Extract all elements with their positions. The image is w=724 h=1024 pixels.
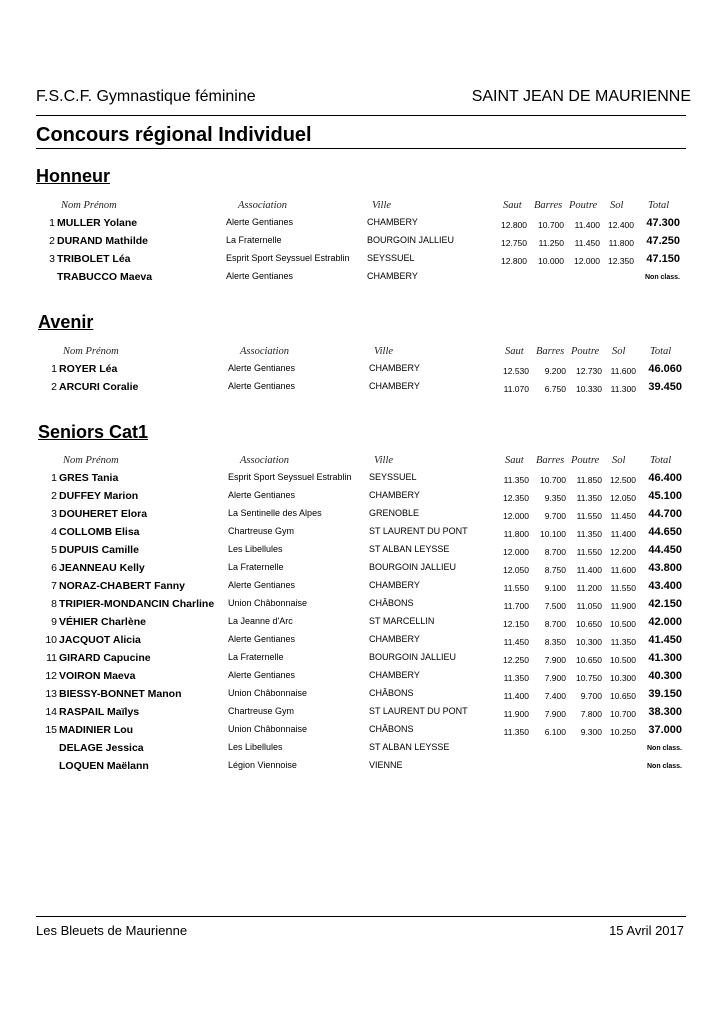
- name-cell: DOUHERET Elora: [59, 508, 148, 520]
- column-header-ville: Ville: [372, 200, 392, 211]
- saut-cell: 11.550: [503, 583, 529, 593]
- barres-cell: 6.750: [544, 384, 566, 394]
- column-header-total: Total: [650, 346, 672, 357]
- column-header-barres: Barres: [536, 346, 565, 357]
- poutre-cell: 10.750: [576, 673, 602, 683]
- saut-cell: 11.400: [503, 691, 529, 701]
- association-cell: La Fraternelle: [228, 562, 284, 572]
- total-cell: 47.250: [646, 235, 680, 247]
- name-cell: NORAZ-CHABERT Fanny: [59, 580, 185, 592]
- rank-cell: 1: [49, 217, 55, 229]
- barres-cell: 8.350: [544, 637, 566, 647]
- sol-cell: 11.350: [610, 637, 636, 647]
- barres-cell: 7.900: [544, 655, 566, 665]
- name-cell: GRES Tania: [59, 472, 119, 484]
- sol-cell: 10.250: [610, 727, 636, 737]
- association-cell: La Jeanne d'Arc: [228, 616, 293, 626]
- total-cell: 40.300: [648, 670, 682, 682]
- sol-cell: 11.300: [610, 384, 636, 394]
- barres-cell: 8.700: [544, 547, 566, 557]
- ville-cell: CHAMBERY: [369, 670, 420, 680]
- saut-cell: 11.700: [503, 601, 529, 611]
- ville-cell: CHÂBONS: [369, 724, 414, 734]
- sol-cell: 11.550: [610, 583, 636, 593]
- table-row: [0, 560, 724, 578]
- poutre-cell: 11.850: [576, 475, 602, 485]
- rank-cell: 3: [49, 253, 55, 265]
- column-header-poutre: Poutre: [571, 455, 600, 466]
- total-cell: 38.300: [648, 706, 682, 718]
- ville-cell: GRENOBLE: [369, 508, 420, 518]
- column-header-barres: Barres: [536, 455, 565, 466]
- poutre-cell: 11.550: [576, 547, 602, 557]
- footer-club: Les Bleuets de Maurienne: [36, 923, 188, 938]
- ville-cell: SEYSSUEL: [369, 472, 417, 482]
- poutre-cell: 10.650: [576, 619, 602, 629]
- barres-cell: 7.900: [544, 709, 566, 719]
- ville-cell: CHAMBERY: [369, 490, 420, 500]
- sol-cell: 11.900: [610, 601, 636, 611]
- total-cell: 45.100: [648, 490, 682, 502]
- barres-cell: 7.500: [544, 601, 566, 611]
- total-cell: 37.000: [648, 724, 682, 736]
- saut-cell: 11.350: [503, 673, 529, 683]
- sol-cell: 10.300: [610, 673, 636, 683]
- name-cell: MULLER Yolane: [57, 217, 138, 229]
- rank-cell: 6: [51, 562, 57, 574]
- ville-cell: CHAMBERY: [367, 217, 418, 227]
- ville-cell: CHAMBERY: [369, 580, 420, 590]
- name-cell: VÉHIER Charlène: [59, 616, 146, 628]
- rank-cell: 7: [51, 580, 57, 592]
- saut-cell: 12.750: [501, 238, 527, 248]
- association-cell: Alerte Gentianes: [226, 217, 294, 227]
- ville-cell: CHAMBERY: [369, 363, 420, 373]
- barres-cell: 10.700: [538, 220, 564, 230]
- saut-cell: 12.050: [503, 565, 529, 575]
- column-header-poutre: Poutre: [569, 200, 598, 211]
- rank-cell: 14: [45, 706, 57, 718]
- sol-cell: 12.400: [608, 220, 634, 230]
- table-row: [0, 740, 724, 758]
- rank-cell: 4: [51, 526, 57, 538]
- section-title: Avenir: [38, 312, 94, 332]
- table-row: [0, 632, 724, 650]
- table-row: [0, 704, 724, 722]
- name-cell: TRABUCCO Maeva: [57, 271, 153, 283]
- association-cell: Alerte Gentianes: [226, 271, 294, 281]
- name-cell: DELAGE Jessica: [59, 742, 144, 754]
- title-rule: [36, 148, 686, 149]
- column-header-sol: Sol: [612, 455, 626, 466]
- saut-cell: 11.450: [503, 637, 529, 647]
- column-header-name: Nom Prénom: [61, 200, 117, 211]
- table-row: [0, 596, 724, 614]
- total-cell: 44.650: [648, 526, 682, 538]
- column-header-association: Association: [240, 455, 289, 466]
- sol-cell: 11.600: [610, 366, 636, 376]
- association-cell: Union Châbonnaise: [228, 598, 308, 608]
- poutre-cell: 11.200: [576, 583, 602, 593]
- table-row: [0, 758, 724, 776]
- saut-cell: 11.350: [503, 475, 529, 485]
- sol-cell: 10.650: [610, 691, 636, 701]
- column-header-ville: Ville: [374, 455, 394, 466]
- saut-cell: 12.350: [503, 493, 529, 503]
- column-header-total: Total: [650, 455, 672, 466]
- barres-cell: 7.900: [544, 673, 566, 683]
- association-cell: Alerte Gentianes: [228, 580, 296, 590]
- federation-label: F.S.C.F. Gymnastique féminine: [36, 88, 256, 105]
- sol-cell: 12.500: [610, 475, 636, 485]
- total-cell: 41.450: [648, 634, 682, 646]
- total-cell: 47.300: [646, 217, 680, 229]
- poutre-cell: 11.550: [576, 511, 602, 521]
- name-cell: ARCURI Coralie: [59, 381, 139, 393]
- rank-cell: 2: [49, 235, 55, 247]
- column-header-saut: Saut: [505, 455, 524, 466]
- sol-cell: 10.500: [610, 619, 636, 629]
- rank-cell: 12: [45, 670, 57, 682]
- column-header-ville: Ville: [374, 346, 394, 357]
- rank-cell: 3: [51, 508, 57, 520]
- column-header-association: Association: [240, 346, 289, 357]
- poutre-cell: 7.800: [580, 709, 602, 719]
- poutre-cell: 10.650: [576, 655, 602, 665]
- barres-cell: 9.100: [544, 583, 566, 593]
- ville-cell: ST ALBAN LEYSSE: [369, 742, 450, 752]
- column-header-association: Association: [238, 200, 287, 211]
- poutre-cell: 9.700: [580, 691, 602, 701]
- column-header-saut: Saut: [503, 200, 522, 211]
- saut-cell: 11.350: [503, 727, 529, 737]
- column-header-total: Total: [648, 200, 670, 211]
- total-cell: 42.000: [648, 616, 682, 628]
- name-cell: RASPAIL Maïlys: [59, 706, 140, 718]
- name-cell: MADINIER Lou: [59, 724, 134, 736]
- saut-cell: 12.000: [503, 547, 529, 557]
- association-cell: Chartreuse Gym: [228, 706, 295, 716]
- section-title: Honneur: [36, 166, 110, 186]
- association-cell: La Fraternelle: [228, 652, 284, 662]
- ville-cell: BOURGOIN JALLIEU: [369, 652, 457, 662]
- column-header-sol: Sol: [612, 346, 626, 357]
- ville-cell: SEYSSUEL: [367, 253, 415, 263]
- total-cell: 41.300: [648, 652, 682, 664]
- rank-cell: 1: [51, 363, 57, 375]
- ville-cell: BOURGOIN JALLIEU: [367, 235, 455, 245]
- association-cell: Alerte Gentianes: [228, 363, 296, 373]
- rank-cell: 2: [51, 490, 57, 502]
- name-cell: DUPUIS Camille: [59, 544, 139, 556]
- rank-cell: 8: [51, 598, 57, 610]
- table-row: [0, 686, 724, 704]
- table-row: [0, 379, 724, 397]
- association-cell: Alerte Gentianes: [228, 670, 296, 680]
- ville-cell: CHAMBERY: [369, 634, 420, 644]
- poutre-cell: 10.330: [576, 384, 602, 394]
- column-header-sol: Sol: [610, 200, 624, 211]
- poutre-cell: 11.450: [574, 238, 600, 248]
- rank-cell: 1: [51, 472, 57, 484]
- saut-cell: 12.000: [503, 511, 529, 521]
- association-cell: Alerte Gentianes: [228, 490, 296, 500]
- saut-cell: 11.070: [503, 384, 529, 394]
- poutre-cell: 10.300: [576, 637, 602, 647]
- table-row: [0, 614, 724, 632]
- sol-cell: 11.800: [608, 238, 634, 248]
- sol-cell: 12.350: [608, 256, 634, 266]
- total-cell: 46.400: [648, 472, 682, 484]
- ville-cell: CHÂBONS: [369, 688, 414, 698]
- barres-cell: 6.100: [544, 727, 566, 737]
- name-cell: TRIBOLET Léa: [57, 253, 131, 265]
- sol-cell: 12.050: [610, 493, 636, 503]
- header-rule: [36, 115, 686, 116]
- association-cell: Les Libellules: [228, 742, 283, 752]
- table-row: [0, 524, 724, 542]
- barres-cell: 7.400: [544, 691, 566, 701]
- sol-cell: 11.600: [610, 565, 636, 575]
- association-cell: Union Châbonnaise: [228, 724, 308, 734]
- ville-cell: ST LAURENT DU PONT: [369, 706, 468, 716]
- non-classe-label: Non class.: [644, 274, 680, 281]
- sol-cell: 10.500: [610, 655, 636, 665]
- sol-cell: 10.700: [610, 709, 636, 719]
- total-cell: 43.800: [648, 562, 682, 574]
- name-cell: ROYER Léa: [59, 363, 118, 375]
- footer-date: 15 Avril 2017: [609, 923, 684, 938]
- ville-cell: CHAMBERY: [369, 381, 420, 391]
- table-row: [0, 488, 724, 506]
- rank-cell: 5: [51, 544, 57, 556]
- name-cell: JACQUOT Alicia: [59, 634, 141, 646]
- table-row: [0, 361, 724, 379]
- sol-cell: 12.200: [610, 547, 636, 557]
- association-cell: Alerte Gentianes: [228, 634, 296, 644]
- rank-cell: 2: [51, 381, 57, 393]
- table-row: [0, 470, 724, 488]
- table-row: [0, 722, 724, 740]
- name-cell: TRIPIER-MONDANCIN Charline: [59, 598, 215, 610]
- saut-cell: 12.150: [503, 619, 529, 629]
- association-cell: Alerte Gentianes: [228, 381, 296, 391]
- non-classe-label: Non class.: [646, 763, 682, 770]
- name-cell: BIESSY-BONNET Manon: [59, 688, 182, 700]
- poutre-cell: 12.730: [576, 366, 602, 376]
- ville-cell: ST MARCELLIN: [369, 616, 435, 626]
- table-row: [0, 215, 724, 233]
- saut-cell: 11.900: [503, 709, 529, 719]
- barres-cell: 9.200: [544, 366, 566, 376]
- column-header-poutre: Poutre: [571, 346, 600, 357]
- name-cell: DURAND Mathilde: [57, 235, 148, 247]
- association-cell: Chartreuse Gym: [228, 526, 295, 536]
- saut-cell: 12.800: [501, 256, 527, 266]
- saut-cell: 12.530: [503, 366, 529, 376]
- name-cell: DUFFEY Marion: [59, 490, 139, 502]
- total-cell: 39.450: [648, 381, 682, 393]
- name-cell: LOQUEN Maëlann: [59, 760, 149, 772]
- table-row: [0, 269, 724, 287]
- table-row: [0, 542, 724, 560]
- rank-cell: 13: [45, 688, 57, 700]
- rank-cell: 9: [51, 616, 57, 628]
- table-row: [0, 668, 724, 686]
- total-cell: 43.400: [648, 580, 682, 592]
- sol-cell: 11.450: [610, 511, 636, 521]
- name-cell: VOIRON Maeva: [59, 670, 136, 682]
- footer-rule: [36, 916, 686, 917]
- column-header-name: Nom Prénom: [63, 346, 119, 357]
- document-title: Concours régional Individuel: [36, 124, 312, 146]
- column-header-saut: Saut: [505, 346, 524, 357]
- ville-cell: CHAMBERY: [367, 271, 418, 281]
- barres-cell: 8.700: [544, 619, 566, 629]
- total-cell: 44.700: [648, 508, 682, 520]
- poutre-cell: 9.300: [580, 727, 602, 737]
- total-cell: 47.150: [646, 253, 680, 265]
- non-classe-label: Non class.: [646, 745, 682, 752]
- rank-cell: 10: [45, 634, 57, 646]
- total-cell: 42.150: [648, 598, 682, 610]
- association-cell: Union Châbonnaise: [228, 688, 308, 698]
- ville-cell: ST LAURENT DU PONT: [369, 526, 468, 536]
- ville-cell: VIENNE: [369, 760, 403, 770]
- table-row: [0, 578, 724, 596]
- table-row: [0, 650, 724, 668]
- barres-cell: 10.100: [540, 529, 566, 539]
- location-label: SAINT JEAN DE MAURIENNE: [471, 88, 691, 105]
- ville-cell: ST ALBAN LEYSSE: [369, 544, 450, 554]
- name-cell: GIRARD Capucine: [59, 652, 151, 664]
- barres-cell: 9.350: [544, 493, 566, 503]
- association-cell: La Sentinelle des Alpes: [228, 508, 322, 518]
- table-row: [0, 233, 724, 251]
- barres-cell: 9.700: [544, 511, 566, 521]
- ville-cell: CHÂBONS: [369, 598, 414, 608]
- section-title: Seniors Cat1: [38, 422, 149, 442]
- poutre-cell: 11.350: [576, 529, 602, 539]
- association-cell: Esprit Sport Seyssuel Estrablin: [226, 253, 350, 263]
- poutre-cell: 11.400: [576, 565, 602, 575]
- table-row: [0, 506, 724, 524]
- poutre-cell: 11.050: [576, 601, 602, 611]
- rank-cell: 11: [46, 652, 57, 664]
- saut-cell: 11.800: [503, 529, 529, 539]
- association-cell: La Fraternelle: [226, 235, 282, 245]
- sol-cell: 11.400: [610, 529, 636, 539]
- total-cell: 46.060: [648, 363, 682, 375]
- poutre-cell: 11.350: [576, 493, 602, 503]
- association-cell: Les Libellules: [228, 544, 283, 554]
- column-header-name: Nom Prénom: [63, 455, 119, 466]
- saut-cell: 12.800: [501, 220, 527, 230]
- association-cell: Esprit Sport Seyssuel Estrablin: [228, 472, 352, 482]
- table-row: [0, 251, 724, 269]
- ville-cell: BOURGOIN JALLIEU: [369, 562, 457, 572]
- barres-cell: 10.700: [540, 475, 566, 485]
- association-cell: Légion Viennoise: [228, 760, 297, 770]
- barres-cell: 11.250: [538, 238, 564, 248]
- barres-cell: 10.000: [538, 256, 564, 266]
- total-cell: 39.150: [648, 688, 682, 700]
- total-cell: 44.450: [648, 544, 682, 556]
- poutre-cell: 12.000: [574, 256, 600, 266]
- barres-cell: 8.750: [544, 565, 566, 575]
- name-cell: JEANNEAU Kelly: [59, 562, 145, 574]
- poutre-cell: 11.400: [574, 220, 600, 230]
- name-cell: COLLOMB Elisa: [59, 526, 140, 538]
- rank-cell: 15: [45, 724, 57, 736]
- saut-cell: 12.250: [503, 655, 529, 665]
- column-header-barres: Barres: [534, 200, 563, 211]
